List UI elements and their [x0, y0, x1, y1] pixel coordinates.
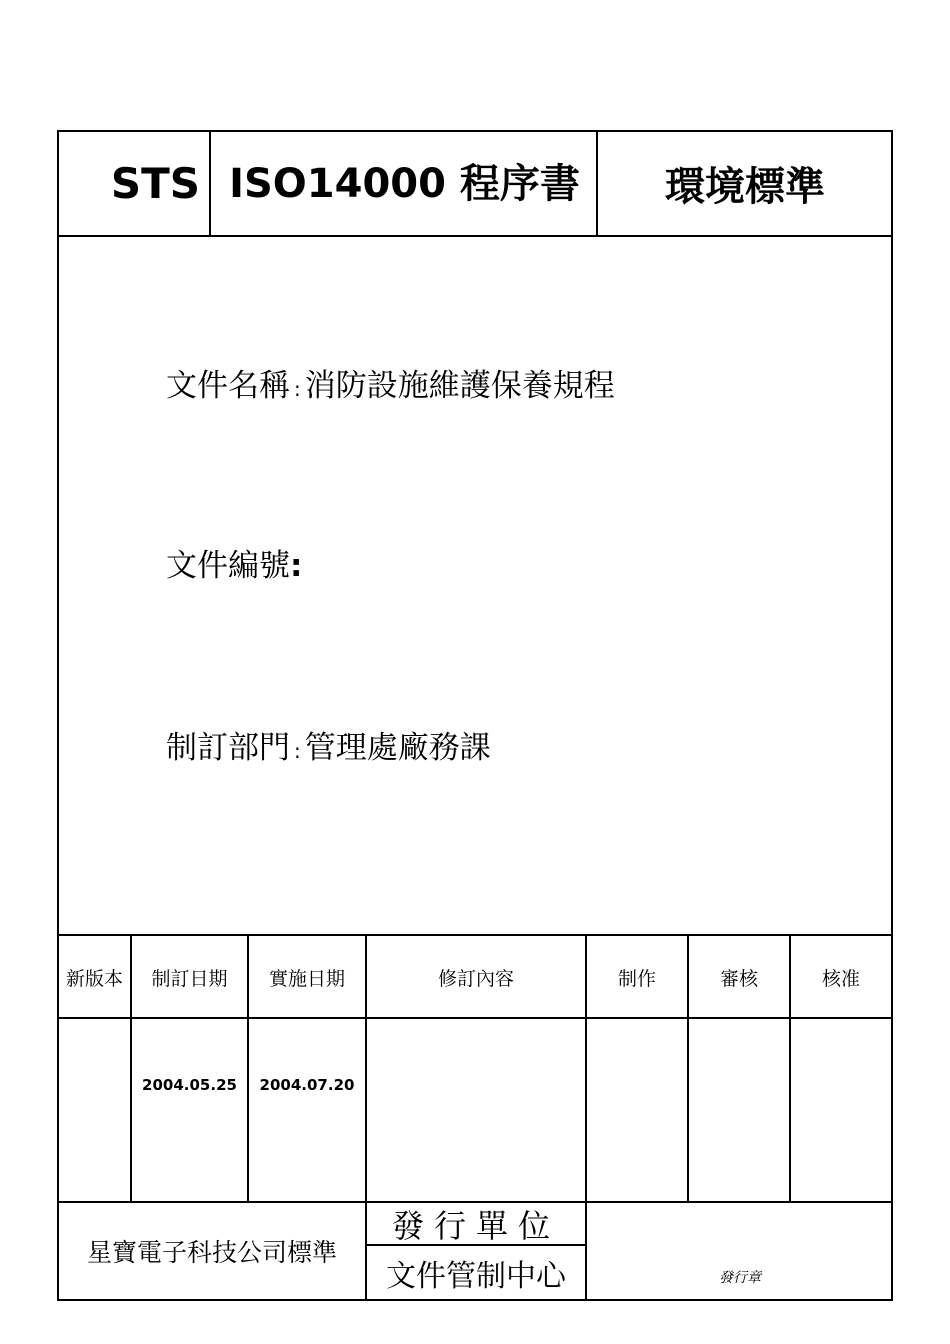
cell-effective-date: 2004.07.20: [259, 1076, 355, 1094]
table-header-version: 新版本: [65, 967, 123, 990]
cell-issue-date: 2004.05.25: [142, 1076, 237, 1094]
document-name-field: [166, 360, 615, 405]
document-name-value: 消防設施維護保養規程: [304, 368, 615, 404]
company-code: STS: [110, 159, 200, 208]
document-name-label: 文件名稱: [166, 368, 290, 404]
standard-title: 環境標準: [665, 164, 825, 210]
department-separator: :: [294, 739, 301, 763]
document-type-title: ISO14000 程序書: [229, 160, 580, 207]
document-name-separator: :: [294, 377, 301, 401]
table-header-rule: [57, 1017, 893, 1019]
issuer-label: 發行單位: [391, 1207, 560, 1245]
table-header-approved: 核准: [821, 967, 860, 990]
company-standard: 星寶電子科技公司標準: [86, 1238, 337, 1267]
issuer-value: 文件管制中心: [386, 1259, 566, 1294]
document-number-field: [166, 540, 302, 585]
cell-approved: [791, 1072, 891, 1098]
issue-seal-label: 發行章: [719, 1270, 761, 1286]
document-number-separator: :: [290, 548, 303, 584]
document-frame: [57, 130, 893, 1301]
cell-version: [59, 1072, 130, 1098]
cell-reviewed: [689, 1072, 789, 1098]
department-label: 制訂部門: [166, 730, 290, 766]
cell-content: [367, 1072, 585, 1098]
document-number-label: 文件編號: [166, 548, 290, 584]
table-top-rule: [57, 934, 893, 936]
table-header-reviewed: 審核: [719, 967, 758, 990]
table-header-prepared: 制作: [617, 967, 656, 990]
department-value: 管理處廠務課: [304, 730, 491, 766]
table-header-effective-date: 實施日期: [268, 967, 345, 990]
department-field: [166, 722, 491, 767]
table-header-content: 修訂內容: [437, 967, 514, 990]
table-header-issue-date: 制訂日期: [151, 967, 228, 990]
cell-prepared: [587, 1072, 687, 1098]
